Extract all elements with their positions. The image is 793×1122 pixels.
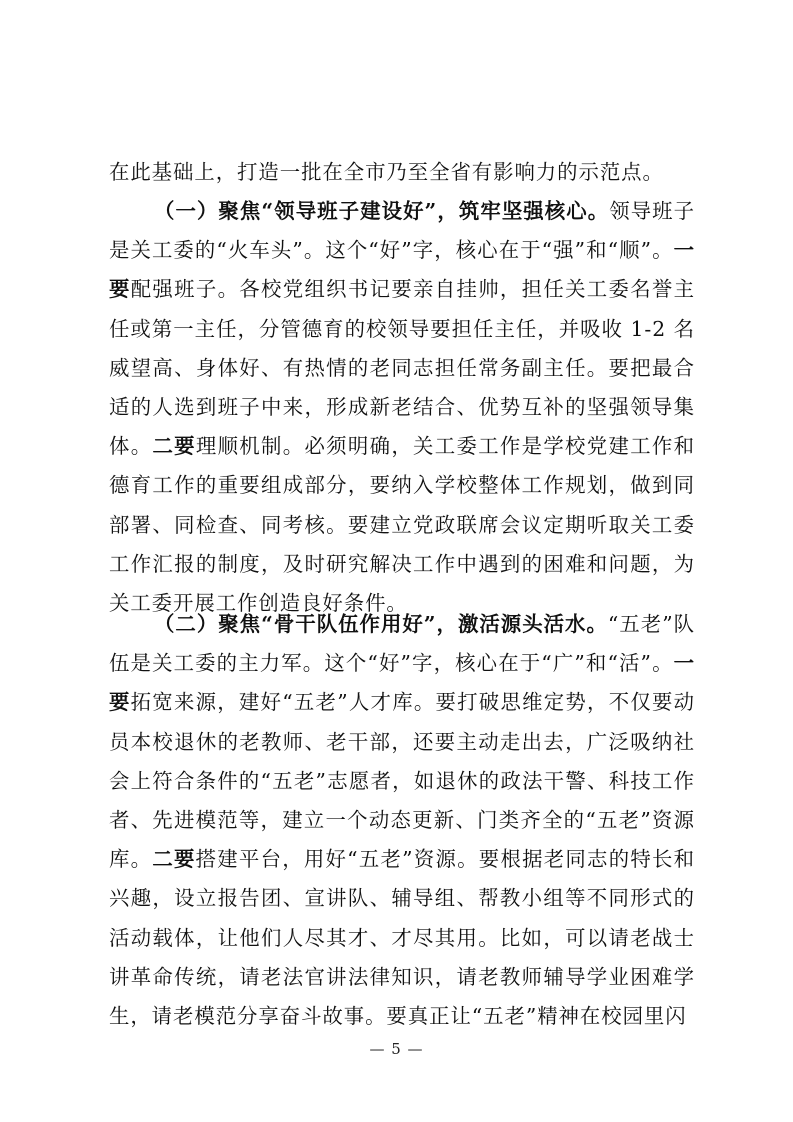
intro-paragraph: 在此基础上，打造一批在全市乃至全省有影响力的示范点。	[109, 160, 664, 184]
section-1-paragraph	[109, 192, 695, 623]
section-1-lead-2: 二要	[152, 434, 196, 459]
section-2-text-b: 拓宽来源，建好“五老”人才库。要打破思维定势，不仅要动员本校退休的老教师、老干部，还要主动走出去，广泛吸纳社会上符合条件的“五老”志愿者，如退休的政法干警、科技工作者、先进模范等，建立一个动态更新、门类齐全的“五老”资源库。	[109, 690, 695, 872]
section-1-lead-1: 一要	[109, 238, 695, 302]
section-2-lead-1: 一要	[109, 651, 695, 715]
section-2-paragraph	[109, 605, 695, 1036]
section-2-heading: （二）聚焦“骨干队伍作用好”，激活源头活水。	[154, 612, 608, 636]
section-2-text-c: 搭建平台，用好“五老”资源。要根据老同志的特长和兴趣，设立报告团、宣讲队、辅导组、帮教小组等不同形式的活动载体，让他们人尽其才、才尽其用。比如，可以请老战士讲革命传统，请老法官讲法律知识，请老教师辅导学业困难学生，请老模范分享奋斗故事。要真正让“五老”精神在校园里闪	[109, 847, 695, 1029]
section-2-text-a: “五老”队伍是关工委的主力军。这个“好”字，核心在于“广”和“活”。	[109, 612, 695, 676]
section-1-text-c: 理顺机制。必须明确，关工委工作是学校党建工作和德育工作的重要组成部分，要纳入学校整体工作规划，做到同部署、同检查、同考核。要建立党政联席会议定期听取关工委工作汇报的制度，及时研究解决工作中遇到的困难和问题，为关工委开展工作创造良好条件。	[109, 434, 695, 616]
section-1-text-a: 领导班子是关工委的“火车头”。这个“好”字，核心在于“强”和“顺”。	[109, 199, 695, 263]
section-1-text-b: 配强班子。各校党组织书记要亲自挂帅，担任关工委名誉主任或第一主任，分管德育的校领导要担任主任，并吸收 1-2 名威望高、身体好、有热情的老同志担任常务副主任。要把最合适的人选到班子中来，形成新老结合、优势互补的坚强领导集体。	[109, 277, 695, 459]
section-1-heading: （一）聚焦“领导班子建设好”，筑牢坚强核心。	[154, 199, 610, 223]
section-2-lead-2: 二要	[152, 847, 196, 872]
page-number: — 5 —	[369, 1040, 424, 1058]
